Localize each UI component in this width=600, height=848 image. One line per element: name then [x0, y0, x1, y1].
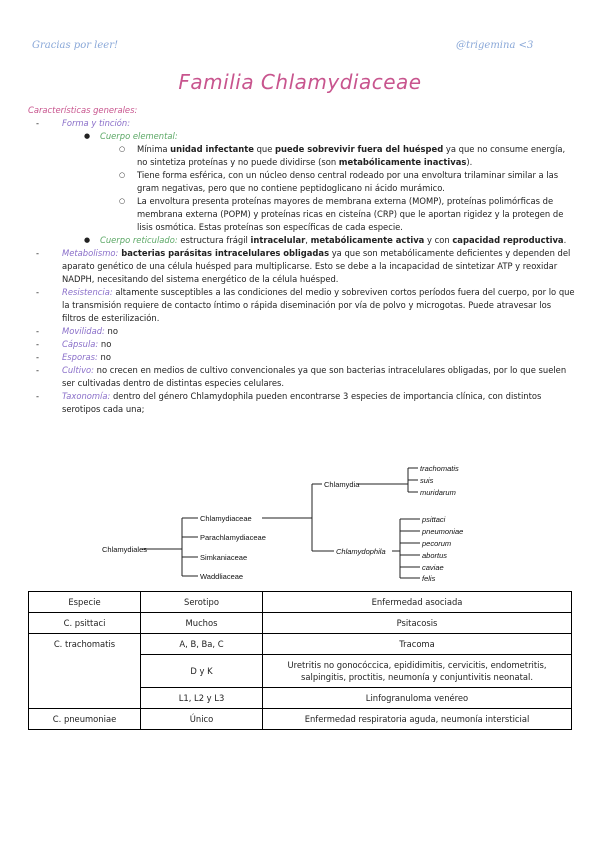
table-cell: A, B, Ba, C — [141, 634, 263, 655]
diagram-species: muridarum — [420, 488, 456, 497]
text: y con — [424, 235, 453, 245]
ce-item-3 — [28, 195, 576, 234]
diagram-species: abortus — [422, 551, 448, 560]
text: no — [98, 339, 112, 349]
dash-bullet: - — [36, 365, 40, 375]
capsula-label: Cápsula: — [62, 339, 99, 349]
bold-text: metabólicamente activa — [310, 235, 425, 245]
table-cell: C. psittaci — [29, 613, 141, 634]
table-cell: Tracoma — [263, 634, 572, 655]
table-header: Especie — [29, 592, 141, 613]
text: ). — [466, 157, 473, 167]
header-left: Gracias por leer! — [32, 40, 119, 51]
table-cell: L1, L2 y L3 — [141, 688, 263, 709]
text: La envoltura presenta proteínas mayores de membrana externa (MOMP), proteínas polimórficas de membrana externa (POPM) y proteínas ricas en cisteína (CRP) que le aportan rigidez y la protegen de lisis osmótica. Estas proteínas son específicas de cada especie. — [137, 196, 564, 232]
circle-bullet-icon: ○ — [119, 171, 126, 179]
document-body — [28, 104, 576, 416]
cultivo-label: Cultivo: — [62, 365, 94, 375]
dash-bullet: - — [36, 118, 40, 128]
bold-text: unidad infectante — [170, 144, 254, 154]
text: dentro del género Chlamydophila pueden encontrarse 3 especies de importancia clínica, con distintos serotipos cada una; — [62, 391, 542, 414]
text: no — [97, 352, 111, 362]
capsula-item — [28, 338, 576, 351]
circle-bullet-icon: ○ — [119, 197, 126, 205]
circle-bullet-icon: ○ — [119, 145, 126, 153]
resistencia-item — [28, 286, 576, 325]
bold-text: capacidad reproductiva — [452, 235, 564, 245]
section-heading: Características generales: — [28, 105, 138, 115]
esporas-item — [28, 351, 576, 364]
dash-bullet: - — [36, 339, 40, 349]
diagram-species: suis — [420, 476, 434, 485]
metabolismo-item — [28, 247, 576, 286]
cultivo-item — [28, 364, 576, 390]
table-cell: D y K — [141, 655, 263, 688]
species-table — [28, 591, 572, 730]
diagram-root: Chlamydiales — [102, 545, 148, 554]
text: Mínima — [137, 144, 171, 154]
movilidad-item — [28, 325, 576, 338]
diagram-species: psittaci — [422, 515, 446, 524]
metabolismo-label: Metabolismo: — [62, 248, 119, 258]
forma-item — [28, 117, 576, 130]
bold-text: intracelular — [250, 235, 306, 245]
table-cell: Linfogranuloma venéreo — [263, 688, 572, 709]
table-cell: C. pneumoniae — [29, 709, 141, 730]
table-row — [29, 709, 572, 730]
text: . — [563, 235, 567, 245]
text: que — [253, 144, 276, 154]
bold-text: puede sobrevivir fuera del huésped — [275, 144, 444, 154]
dash-bullet: - — [36, 391, 40, 401]
bullet-icon: ● — [84, 236, 91, 244]
table-row — [29, 613, 572, 634]
taxonomia-label: Taxonomía: — [62, 391, 111, 401]
table-cell: Psitacosis — [263, 613, 572, 634]
bold-text: bacterias parásitas intracelulares obligadas — [118, 248, 330, 258]
movilidad-label: Movilidad: — [62, 326, 105, 336]
table-cell: C. trachomatis — [29, 634, 141, 709]
header-right: @trigemina <3 — [456, 40, 534, 51]
diagram-family: Parachlamydiaceae — [200, 533, 266, 542]
resistencia-label: Resistencia: — [62, 287, 113, 297]
diagram-species: caviae — [422, 563, 444, 572]
page-title: Familia Chlamydiaceae — [178, 70, 422, 94]
text: estructura frágil — [177, 235, 251, 245]
table-header: Serotipo — [141, 592, 263, 613]
diagram-family: Waddliaceae — [200, 572, 244, 581]
dash-bullet: - — [36, 352, 40, 362]
text: ya que son metabólicamente deficientes y dependen del aparato genético de una célula huésped para multiplicarse. Esto se debe a la incapacidad de sintetizar ATP y reoxidar NADPH, necesitando del sistema energético de la célula huésped. — [62, 248, 571, 284]
text: Tiene forma esférica, con un núcleo denso central rodeado por una envoltura trilaminar similar a las gram negativas, pero que no contiene peptidoglicano ni ácido murámico. — [137, 170, 559, 193]
table-header-row — [29, 592, 572, 613]
forma-label: Forma y tinción: — [62, 118, 131, 128]
table-cell: Muchos — [141, 613, 263, 634]
diagram-species: trachomatis — [420, 464, 459, 473]
cuerpo-elemental-label: Cuerpo elemental: — [100, 131, 178, 141]
table-cell: Único — [141, 709, 263, 730]
ce-item-2 — [28, 169, 576, 195]
dash-bullet: - — [36, 287, 40, 297]
cuerpo-elemental-item — [28, 130, 576, 143]
cuerpo-reticulado-item — [28, 234, 576, 247]
dash-bullet: - — [36, 248, 40, 258]
diagram-genus: Chlamydia — [324, 480, 360, 489]
table-row — [29, 634, 572, 655]
dash-bullet: - — [36, 326, 40, 336]
table-header: Enfermedad asociada — [263, 592, 572, 613]
diagram-species: pneumoniae — [422, 527, 464, 536]
ce-item-1 — [28, 143, 576, 169]
diagram-genus: Chlamydophila — [336, 547, 386, 556]
table-cell: Enfermedad respiratoria aguda, neumonía intersticial — [263, 709, 572, 730]
text: ya que no consume energía, no sintetiza proteínas y no puede dividirse (son — [137, 144, 566, 167]
diagram-family: Simkaniaceae — [200, 553, 248, 562]
esporas-label: Esporas: — [62, 352, 98, 362]
taxonomia-item — [28, 390, 576, 416]
text: no — [104, 326, 118, 336]
text: no crecen en medios de cultivo convencionales ya que son bacterias intracelulares obligadas, por lo que suelen ser cultivadas dentro de distintas especies celulares. — [62, 365, 567, 388]
taxonomy-tree — [100, 456, 500, 586]
bullet-icon: ● — [84, 132, 91, 140]
table-cell: Uretritis no gonocóccica, epididimitis, cervicitis, endometritis, salpingitis, proctitis, neumonía y conjuntivitis neonatal. — [263, 655, 572, 688]
bold-text: metabólicamente inactivas — [338, 157, 467, 167]
diagram-species: pecorum — [422, 539, 452, 548]
diagram-species: felis — [422, 574, 436, 583]
diagram-family: Chlamydiaceae — [200, 514, 252, 523]
text: , — [305, 235, 311, 245]
text: altamente susceptibles a las condiciones del medio y sobreviven cortos períodos fuera del cuerpo, por lo que la transmisión requiere de contacto íntimo o rápida diseminación por vía de polvo y microgotas. Puede atravesar los filtros de esterilización. — [62, 287, 575, 323]
cuerpo-reticulado-label: Cuerpo reticulado: — [100, 235, 178, 245]
